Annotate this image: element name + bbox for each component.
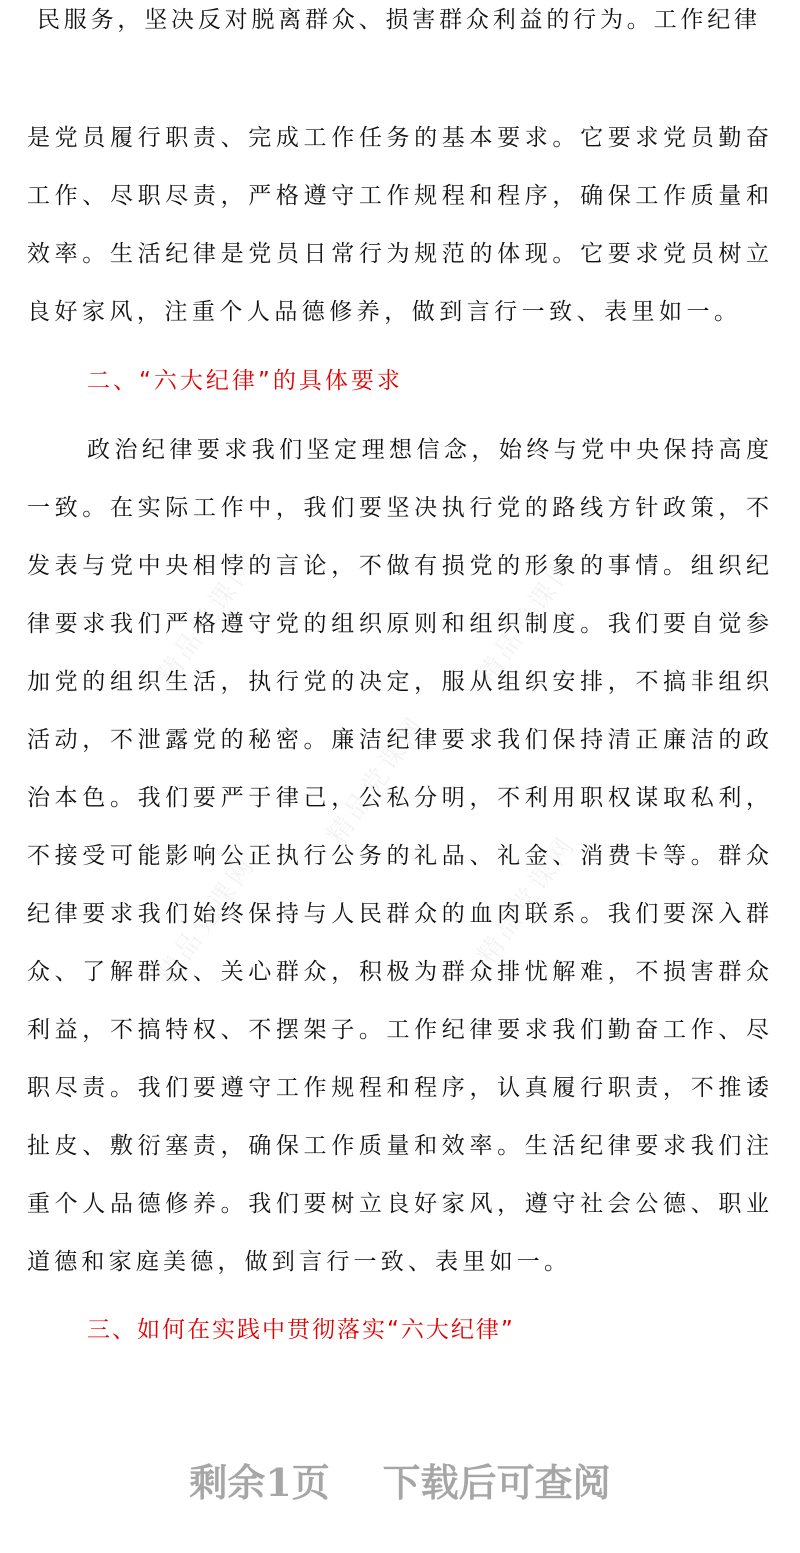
text-line: 加党的组织生活，执行党的决定，服从组织安排，不搞非组织 — [27, 669, 769, 695]
text-line: 治本色。我们要严于律己，公私分明，不利用职权谋取私利， — [27, 785, 769, 811]
text-line: 活动，不泄露党的秘密。廉洁纪律要求我们保持清正廉洁的政 — [27, 727, 769, 753]
text-line: 不接受可能影响公正执行公务的礼品、礼金、消费卡等。群众 — [27, 843, 769, 869]
text-line: 发表与党中央相悖的言论，不做有损党的形象的事情。组织纪 — [27, 553, 769, 579]
watermark-text: 精品党课网 — [471, 829, 583, 970]
watermark-text: 精品党课网 — [321, 709, 433, 850]
watermark-text: 精品党课网 — [151, 849, 263, 990]
text-line: 扯皮、敷衍塞责，确保工作质量和效率。生活纪律要求我们注 — [27, 1133, 769, 1159]
text-line: 政治纪律要求我们坚定理想信念，始终与党中央保持高度 — [87, 437, 769, 463]
text-line: 效率。生活纪律是党员日常行为规范的体现。它要求党员树立 — [27, 241, 769, 267]
text-line: 职尽责。我们要遵守工作规程和程序，认真履行职责，不推诿 — [27, 1075, 769, 1101]
text-line: 利益，不搞特权、不摆架子。工作纪律要求我们勤奋工作、尽 — [27, 1017, 769, 1043]
text-line: 众、了解群众、关心群众，积极为群众排忧解难，不损害群众 — [27, 959, 769, 985]
text-line: 道德和家庭美德，做到言行一致、表里如一。 — [27, 1249, 567, 1275]
watermark-text: 精品党课网 — [471, 549, 583, 690]
text-line: 良好家风，注重个人品德修养，做到言行一致、表里如一。 — [27, 299, 737, 325]
watermark-text: 精品党课网 — [151, 549, 263, 690]
text-line: 是党员履行职责、完成工作任务的基本要求。它要求党员勤奋 — [27, 125, 769, 151]
text-line: 工作、尽职尽责，严格遵守工作规程和程序，确保工作质量和 — [27, 183, 769, 209]
text-line: 重个人品德修养。我们要树立良好家风，遵守社会公德、职业 — [27, 1191, 769, 1217]
text-line: 一致。在实际工作中，我们要坚决执行党的路线方针政策，不 — [27, 495, 769, 521]
text-line: 纪律要求我们始终保持与人民群众的血肉联系。我们要深入群 — [27, 901, 769, 927]
text-line: 律要求我们严格遵守党的组织原则和组织制度。我们要自觉参 — [27, 611, 769, 637]
section-heading-2: 二、“六大纪律”的具体要求 — [87, 368, 403, 394]
download-prompt[interactable]: 剩余1页 下载后可查阅 — [189, 1460, 611, 1505]
text-line: 民服务，坚决反对脱离群众、损害群众利益的行为。工作纪律 — [37, 7, 757, 33]
section-heading-3: 三、如何在实践中贯彻落实“六大纪律” — [87, 1317, 515, 1343]
